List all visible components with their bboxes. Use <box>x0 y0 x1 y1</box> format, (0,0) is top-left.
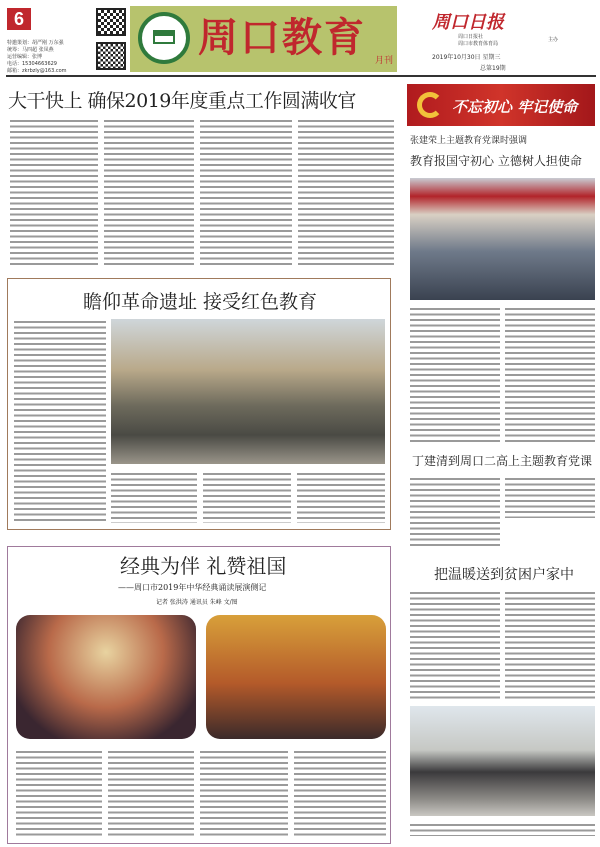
warmth-photo-caption <box>410 822 595 836</box>
contact-line: 统筹：马四超 张凤燕 <box>7 47 54 53</box>
party-lesson-kicker: 张建荣上主题教育党课时强调 <box>410 136 528 146</box>
lead-body-col <box>200 118 292 268</box>
classics-photo[interactable] <box>16 615 196 739</box>
publishers-role: 主办 <box>548 37 559 43</box>
party-lesson-body <box>505 306 595 444</box>
classics-body <box>16 749 102 839</box>
header-rule <box>6 75 596 77</box>
lead-body-col <box>10 118 98 268</box>
ding-headline[interactable]: 丁建清到周口二高上主题教育党课 <box>412 454 593 468</box>
page-number: 6 <box>7 8 31 30</box>
classics-headline[interactable]: 经典为伴 礼赞祖国 <box>120 554 287 578</box>
red-site-body <box>111 471 197 523</box>
party-banner-text: 不忘初心 牢记使命 <box>452 98 578 116</box>
ding-body <box>505 476 595 518</box>
classics-article <box>7 546 391 844</box>
red-site-body <box>203 471 291 523</box>
masthead-suffix: 月刊 <box>375 56 394 66</box>
masthead-banner <box>130 6 397 72</box>
red-site-body <box>14 319 106 524</box>
lead-body-col <box>104 118 194 268</box>
publishers <box>458 34 498 48</box>
classics-body <box>108 749 194 839</box>
book-icon <box>153 30 175 44</box>
warmth-body <box>505 590 595 700</box>
red-site-body <box>297 471 385 523</box>
party-lesson-photo[interactable] <box>410 178 595 300</box>
qr-code-icon[interactable] <box>96 42 126 70</box>
publisher: 周口日报社 <box>458 34 484 40</box>
contact-line: 运营编辑：张博 <box>7 54 43 60</box>
warmth-body <box>410 590 500 700</box>
classics-byline: 记者 张洪涛 通讯员 朱峰 文/图 <box>156 599 238 606</box>
issue-number: 总第19期 <box>480 65 506 72</box>
party-lesson-headline[interactable]: 教育报国守初心 立德树人担使命 <box>410 154 582 168</box>
issue-date: 2019年10月30日 星期三 <box>432 54 501 61</box>
red-site-article <box>7 278 391 530</box>
warmth-photo[interactable] <box>410 706 595 816</box>
classics-body <box>294 749 386 839</box>
lead-headline[interactable]: 大干快上 确保2019年度重点工作圆满收官 <box>8 90 356 112</box>
publisher-logo: 周口日报 <box>432 12 504 33</box>
masthead-title: 周口教育 <box>198 14 366 61</box>
hammer-sickle-icon <box>417 92 443 118</box>
contact-line: 邮箱：zkrbzly@163.com <box>7 68 67 74</box>
warmth-headline[interactable]: 把温暖送到贫困户家中 <box>434 567 574 583</box>
publisher: 周口市教育体育局 <box>458 41 499 47</box>
contact-info <box>7 40 87 75</box>
ding-body <box>410 476 500 548</box>
contact-line: 电话：15304663629 <box>7 61 57 67</box>
education-logo <box>138 12 190 64</box>
classics-body <box>200 749 288 839</box>
red-site-headline[interactable]: 瞻仰革命遗址 接受红色教育 <box>83 291 318 313</box>
classics-subtitle: ——周口市2019年中华经典诵读展演侧记 <box>118 583 267 592</box>
contact-line: 特邀策划：胡严刚 万东强 <box>7 40 64 46</box>
party-banner <box>407 84 595 126</box>
classics-photo[interactable] <box>206 615 386 739</box>
qr-code-icon[interactable] <box>96 8 126 36</box>
lead-body-col <box>298 118 394 268</box>
party-lesson-body <box>410 306 500 444</box>
red-site-photo[interactable] <box>111 319 385 464</box>
